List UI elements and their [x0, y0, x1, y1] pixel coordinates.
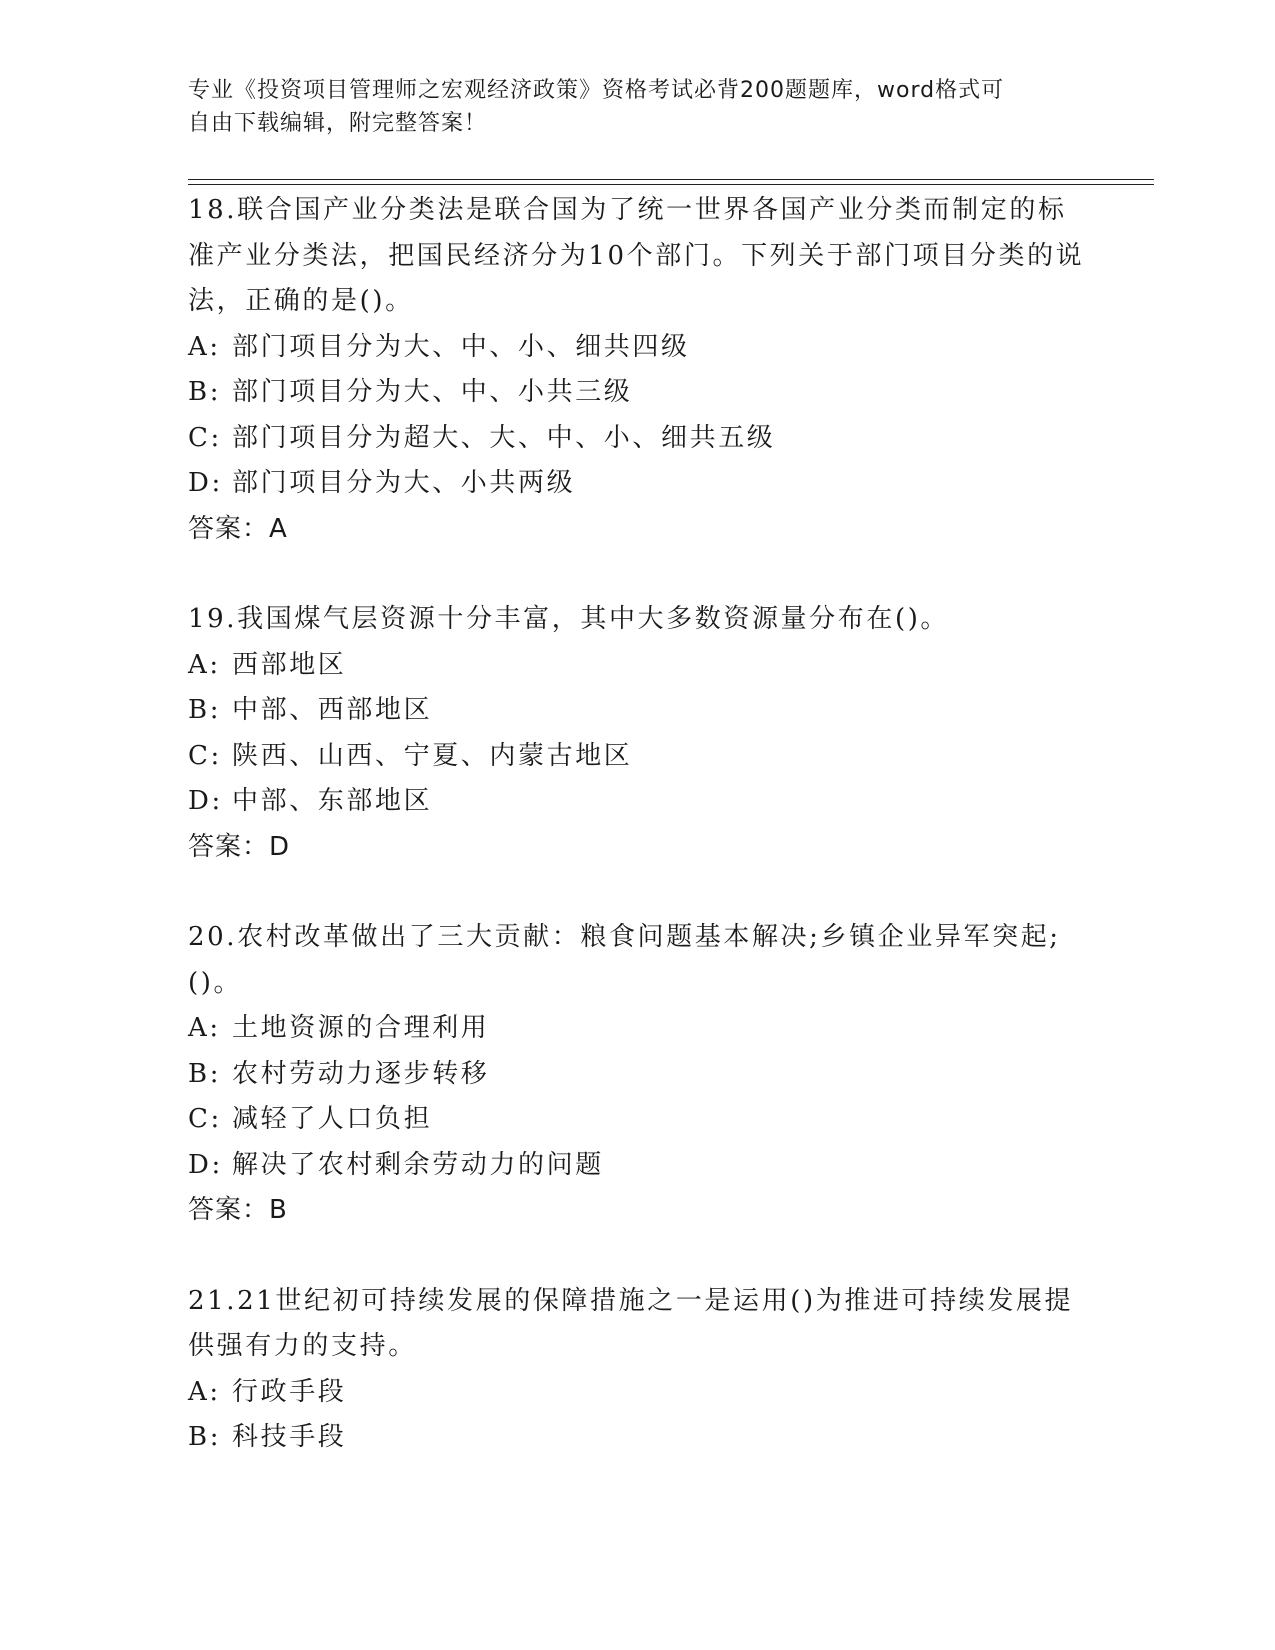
option-b — [188, 1415, 1088, 1461]
header-rule-bottom — [188, 184, 1154, 185]
question-stem: 21.21世纪初可持续发展的保障措施之一是运用()为推进可持续发展提供强有力的支持。 — [188, 1285, 1074, 1361]
option-b — [188, 1052, 1088, 1098]
option-text: 中部、东部地区 — [232, 786, 433, 816]
option-d — [188, 1143, 1088, 1189]
option-key: B: — [188, 1422, 222, 1452]
option-key: D: — [188, 786, 223, 816]
answer-label: 答案：A — [188, 513, 288, 544]
option-text: 农村劳动力逐步转移 — [232, 1058, 490, 1089]
option-text: 西部地区 — [232, 649, 347, 680]
option-d — [188, 461, 1088, 507]
question-18 — [188, 188, 1088, 552]
option-text: 部门项目分为大、中、小、细共四级 — [232, 331, 690, 362]
option-a — [188, 325, 1088, 371]
option-text: 部门项目分为大、中、小共三级 — [232, 377, 633, 407]
option-text: 部门项目分为大、小共两级 — [232, 468, 576, 498]
option-key: C: — [188, 1104, 222, 1134]
question-19 — [188, 597, 1088, 870]
question-stem: 18.联合国产业分类法是联合国为了统一世界各国产业分类而制定的标准产业分类法，把国民经济分为10个部门。下列关于部门项目分类的说法，正确的是()。 — [188, 195, 1085, 316]
option-key: C: — [188, 422, 222, 453]
question-list — [188, 188, 1088, 1506]
option-c — [188, 416, 1088, 462]
question-20 — [188, 915, 1088, 1234]
option-text: 科技手段 — [232, 1422, 347, 1452]
option-key: A: — [188, 1376, 221, 1407]
option-text: 中部、西部地区 — [232, 695, 433, 725]
document-header: 专业《投资项目管理师之宏观经济政策》资格考试必背200题题库，word格式可 自由下载编辑，附完整答案！ — [188, 78, 1005, 136]
header-rule-top — [188, 179, 1154, 180]
option-a — [188, 1370, 1088, 1416]
option-key: A: — [188, 331, 221, 362]
option-text: 部门项目分为超大、大、中、小、细共五级 — [232, 422, 776, 453]
option-text: 解决了农村剩余劳动力的问题 — [232, 1149, 604, 1180]
question-stem: 19.我国煤气层资源十分丰富，其中大多数资源量分布在()。 — [188, 604, 950, 634]
option-key: B: — [188, 377, 222, 407]
option-a — [188, 643, 1088, 689]
option-text: 行政手段 — [232, 1376, 347, 1407]
option-key: D: — [188, 468, 223, 498]
option-a — [188, 1006, 1088, 1052]
option-c — [188, 734, 1088, 780]
question-21 — [188, 1279, 1088, 1461]
option-key: B: — [188, 1058, 222, 1089]
option-key: C: — [188, 740, 222, 771]
option-key: A: — [188, 1013, 221, 1043]
option-key: A: — [188, 649, 221, 680]
option-d — [188, 779, 1088, 825]
option-text: 陕西、山西、宁夏、内蒙古地区 — [232, 740, 633, 771]
option-text: 减轻了人口负担 — [232, 1104, 433, 1134]
answer-label: 答案：D — [188, 831, 291, 862]
option-text: 土地资源的合理利用 — [232, 1013, 490, 1043]
option-b — [188, 370, 1088, 416]
question-stem: 20.农村改革做出了三大贡献：粮食问题基本解决;乡镇企业异军突起;()。 — [188, 922, 1061, 998]
option-key: B: — [188, 695, 222, 725]
option-b — [188, 688, 1088, 734]
option-key: D: — [188, 1149, 223, 1180]
option-c — [188, 1097, 1088, 1143]
answer-label: 答案：B — [188, 1195, 288, 1225]
